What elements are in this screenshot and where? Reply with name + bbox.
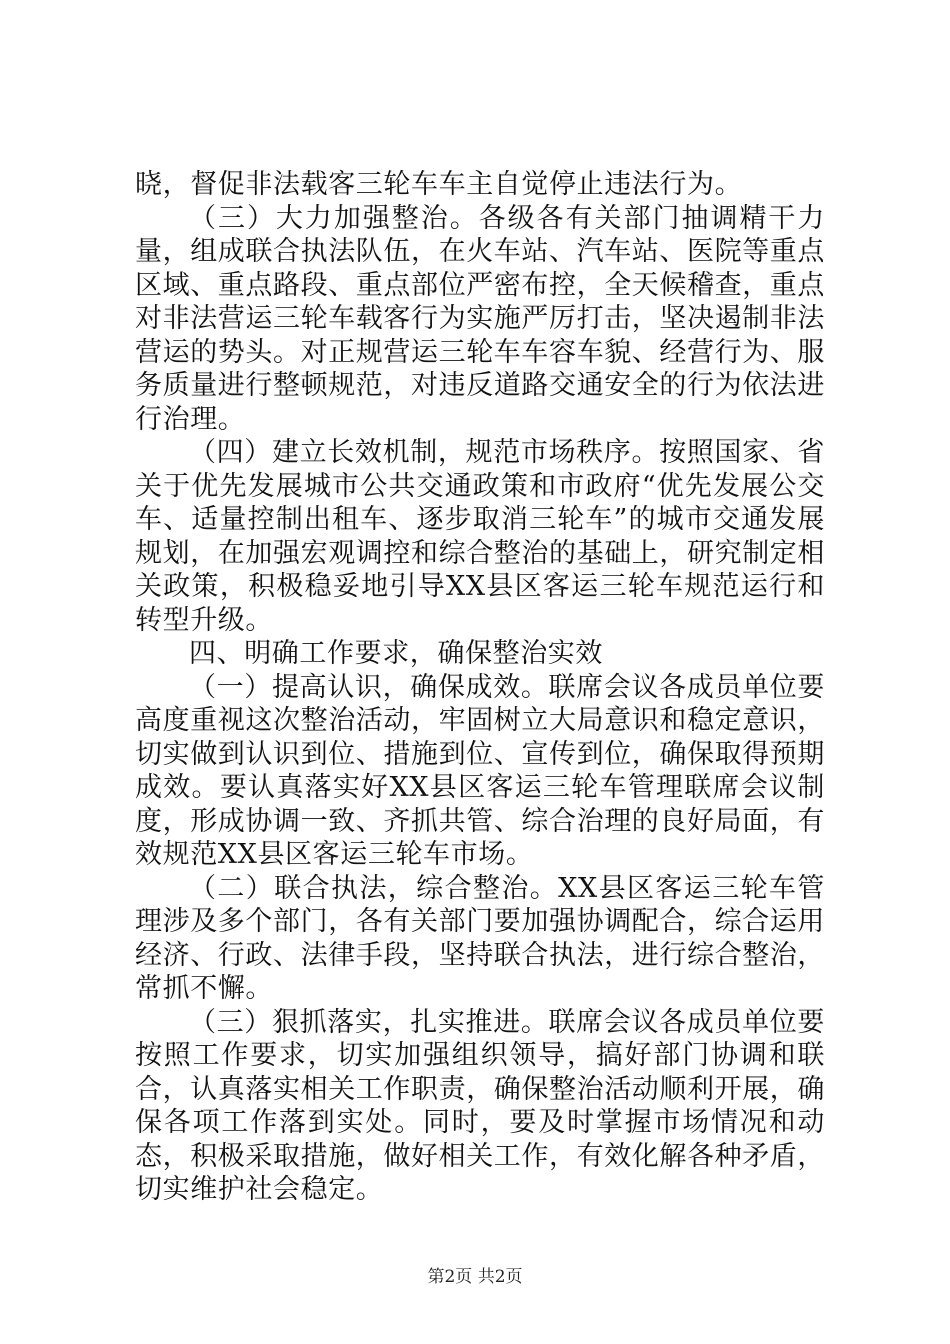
paragraph-section-3: （三）大力加强整治。各级各有关部门抽调精干力量，组成联合执法队伍，在火车站、汽车站、医院等重点区域、重点路段、重点部位严密布控，全天候稽查，重点对非法营运三轮车载客行为实施严厉打击，坚决遏制非法营运的势头。对正规营运三轮车车容车貌、经营行为、服务质量进行整顿规范，对违反道路交通安全的行为依法进行治理。 xyxy=(135,202,825,435)
paragraph-section-4: （四）建立长效机制，规范市场秩序。按照国家、省关于优先发展城市公共交通政策和市政府“优先发展公交车、适量控制出租车、逐步取消三轮车”的城市交通发展规划，在加强宏观调控和综合整治的基础上，研究制定相关政策，积极稳妥地引导XX县区客运三轮车规范运行和转型升级。 xyxy=(135,437,825,636)
paragraph-continuation: 晓，督促非法载客三轮车车主自觉停止违法行为。 xyxy=(135,169,743,200)
section-heading: 四、明确工作要求，确保整治实效 xyxy=(189,638,603,669)
paragraph-requirement-1: （一）提高认识，确保成效。联席会议各成员单位要高度重视这次整治活动，牢固树立大局意识和稳定意识，切实做到认识到位、措施到位、宣传到位，确保取得预期成效。要认真落实好XX县区客运三轮车管理联席会议制度，形成协调一致、齐抓共管、综合治理的良好局面，有效规范XX县区客运三轮车市场。 xyxy=(135,671,825,870)
page-footer: 第2页 共2页 xyxy=(427,1267,523,1287)
paragraph-requirement-2: （二）联合执法，综合整治。XX县区客运三轮车管理涉及多个部门，各有关部门要加强协调配合，综合运用经济、行政、法律手段，坚持联合执法，进行综合整治，常抓不懈。 xyxy=(135,872,825,1004)
document-body xyxy=(135,168,825,1207)
paragraph-requirement-3: （三）狠抓落实，扎实推进。联席会议各成员单位要按照工作要求，切实加强组织领导，搞好部门协调和联合，认真落实相关工作职责，确保整治活动顺利开展，确保各项工作落到实处。同时，要及时掌握市场情况和动态，积极采取措施，做好相关工作，有效化解各种矛盾，切实维护社会稳定。 xyxy=(135,1006,825,1205)
